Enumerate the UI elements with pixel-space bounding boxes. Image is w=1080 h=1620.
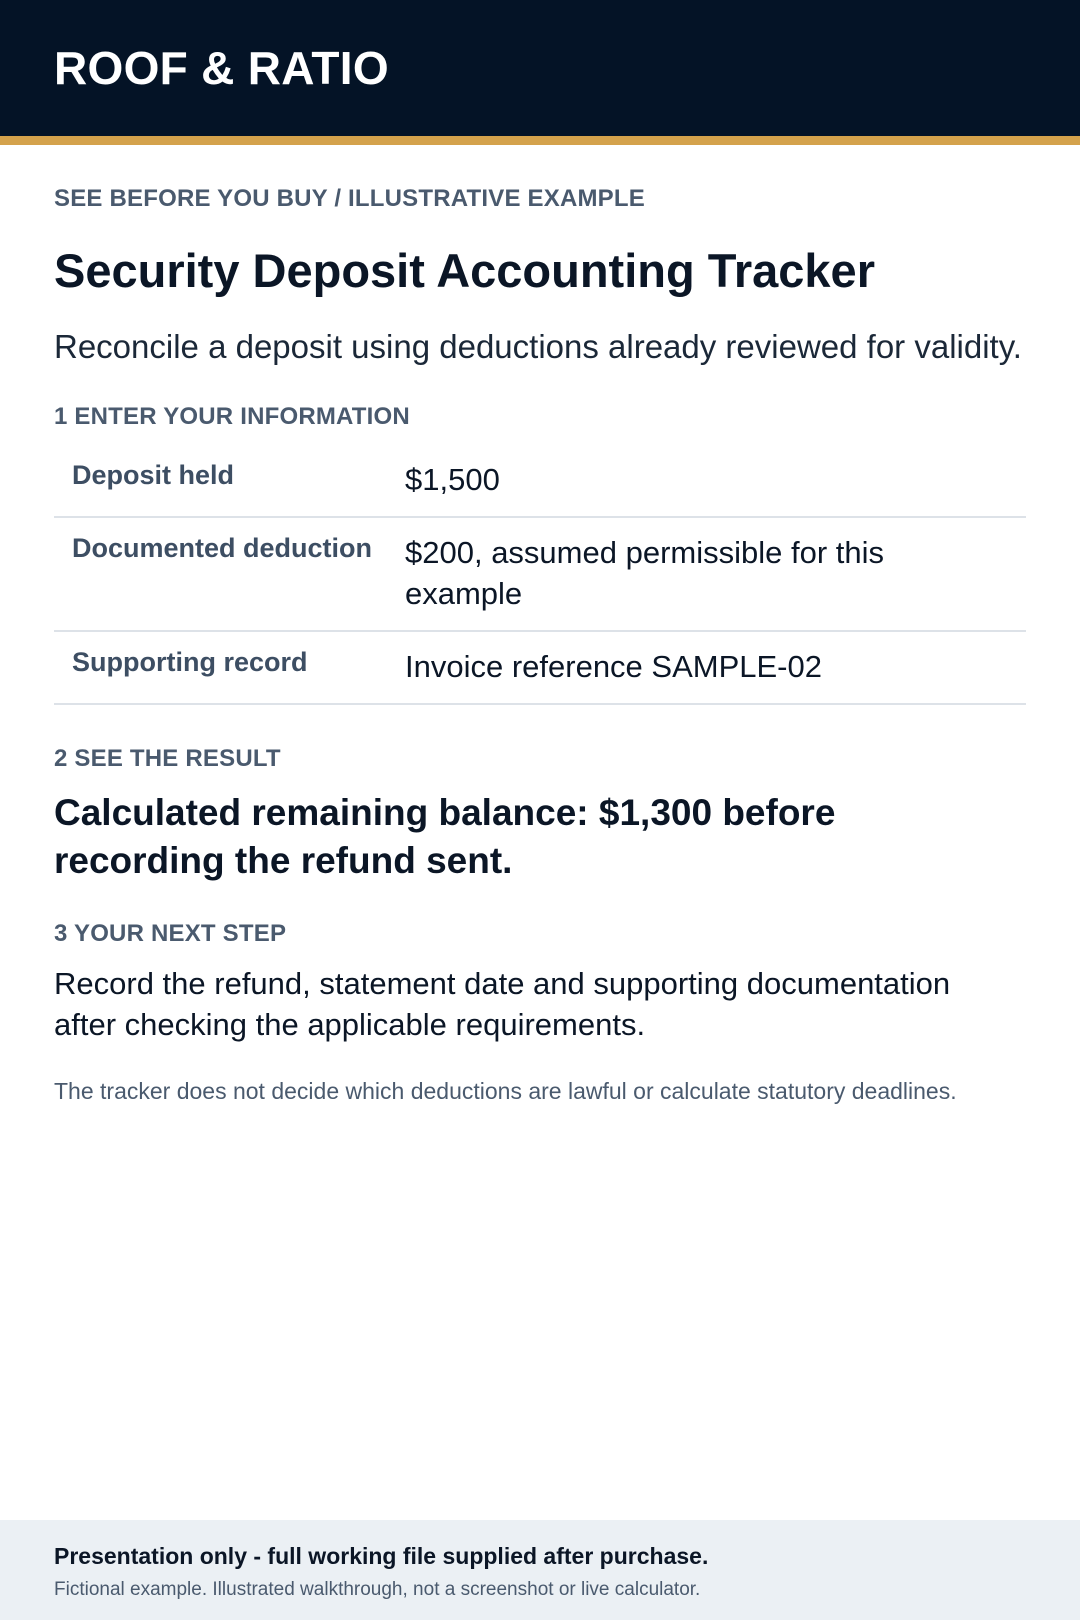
section-heading-see-result: 2 SEE THE RESULT — [54, 745, 281, 772]
information-table — [54, 445, 1026, 705]
result-statement: Calculated remaining balance: $1,300 before recording the refund sent. — [54, 792, 836, 881]
disclaimer-text: The tracker does not decide which deductions are lawful or calculate statutory deadlines. — [54, 1078, 957, 1104]
info-row-value: $200, assumed permissible for this example — [405, 535, 885, 611]
info-row-label: Deposit held — [72, 460, 235, 490]
info-row-deposit-held — [54, 445, 1026, 518]
footer-note-text: Fictional example. Illustrated walkthrough, not a screenshot or live calculator. — [54, 1579, 701, 1600]
section-heading-enter-information: 1 ENTER YOUR INFORMATION — [54, 403, 410, 430]
info-row-documented-deduction — [54, 518, 1026, 632]
info-row-value: Invoice reference SAMPLE-02 — [405, 649, 822, 684]
section-heading-next-step: 3 YOUR NEXT STEP — [54, 920, 287, 947]
info-row-label: Documented deduction — [72, 533, 373, 563]
eyebrow-label: SEE BEFORE YOU BUY / ILLUSTRATIVE EXAMPLE — [54, 185, 645, 212]
info-row-label: Supporting record — [72, 647, 308, 677]
page-subtitle: Reconcile a deposit using deductions already reviewed for validity. — [54, 328, 1022, 365]
page-title: Security Deposit Accounting Tracker — [54, 244, 875, 297]
next-step-text: Record the refund, statement date and supporting documentation after checking the applicable requirements. — [54, 966, 951, 1042]
brand-logo-text: ROOF & RATIO — [54, 42, 389, 94]
footer-banner — [0, 1520, 1080, 1620]
site-header — [0, 0, 1080, 145]
info-row-value: $1,500 — [405, 462, 500, 497]
footer-main-text: Presentation only - full working file supplied after purchase. — [54, 1543, 709, 1569]
info-row-supporting-record — [54, 632, 1026, 705]
